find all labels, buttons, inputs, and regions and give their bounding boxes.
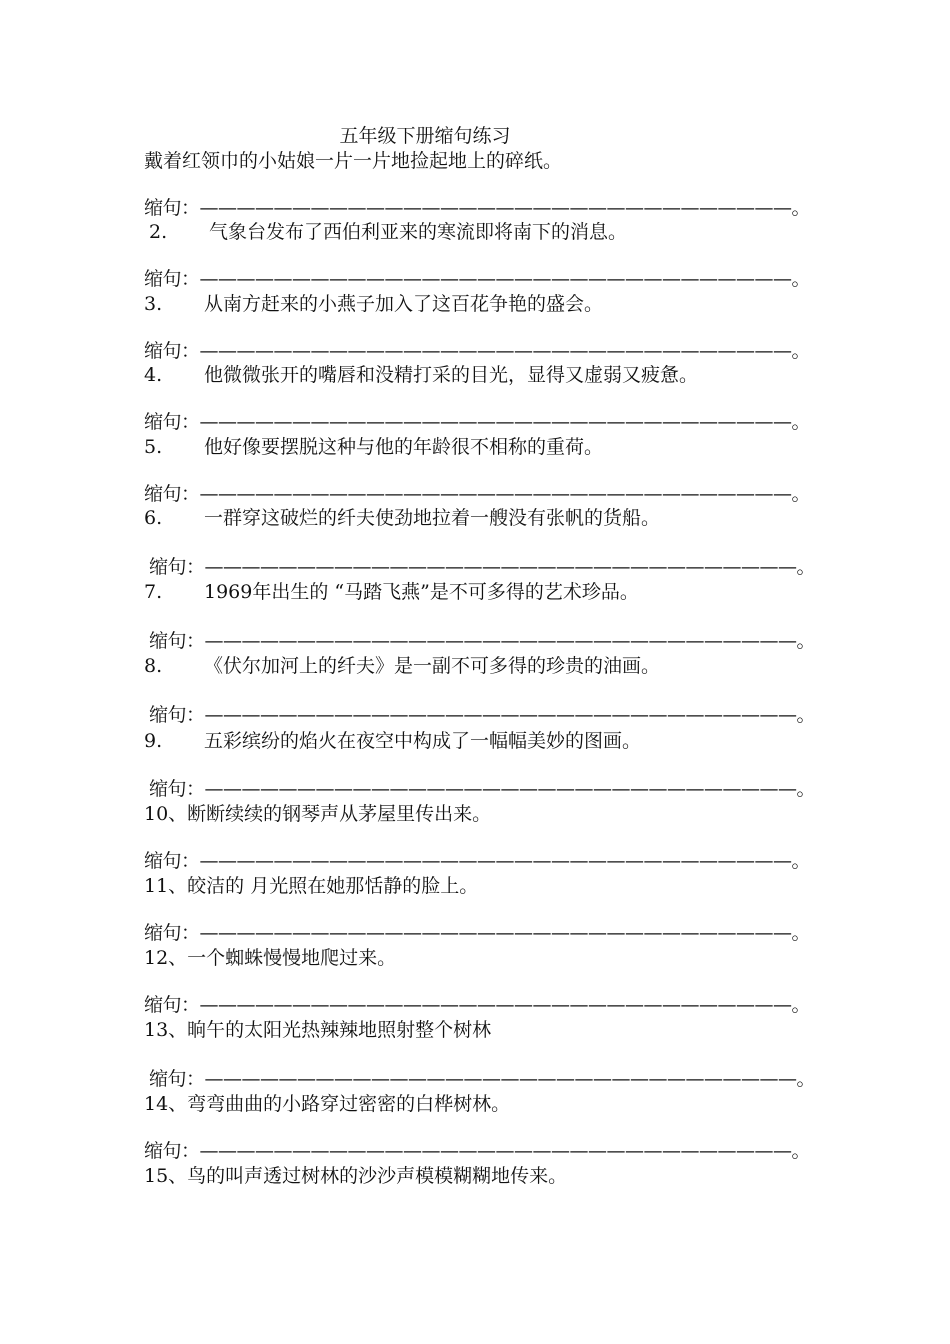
sentence-5 — [144, 435, 603, 459]
sentence-text: 从南方赶来的小燕子加入了这百花争艳的盛会。 — [204, 293, 604, 315]
sentence-number: 6. — [144, 507, 163, 529]
sentence-text: 他微微张开的嘴唇和没精打采的目光，显得又虚弱又疲惫。 — [204, 364, 699, 386]
answer-line-13: 缩句：————————————————————————————————。 — [149, 1068, 816, 1090]
sentence-text: 他好像要摆脱这种与他的年龄很不相称的重荷。 — [204, 436, 604, 458]
sentence-text: 《伏尔加河上的纤夫》是一副不可多得的珍贵的油画。 — [204, 655, 661, 677]
sentence-number: 2. — [149, 221, 168, 243]
sentence-text: 11、皎洁的 月光照在她那恬静的脸上。 — [144, 875, 479, 897]
sentence-text: 15、鸟的叫声透过树林的沙沙声模模糊糊地传来。 — [144, 1165, 568, 1187]
sentence-number: 8. — [144, 655, 163, 677]
answer-line-3: 缩句：————————————————————————————————。 — [144, 340, 811, 362]
sentence-1 — [144, 149, 562, 173]
sentence-9 — [144, 729, 641, 753]
sentence-text: 12、一个蜘蛛慢慢地爬过来。 — [144, 947, 397, 969]
sentence-text: 13、晌午的太阳光热辣辣地照射整个树林 — [144, 1019, 492, 1041]
sentence-number: 7. — [144, 581, 163, 603]
answer-line-12: 缩句：————————————————————————————————。 — [144, 994, 811, 1016]
sentence-text: 气象台发布了西伯利亚来的寒流即将南下的消息。 — [209, 221, 628, 243]
sentence-text: 14、弯弯曲曲的小路穿过密密的白桦树林。 — [144, 1093, 511, 1115]
sentence-3 — [144, 292, 603, 316]
answer-line-10: 缩句：————————————————————————————————。 — [144, 850, 811, 872]
answer-line-4: 缩句：————————————————————————————————。 — [144, 411, 811, 433]
sentence-number: 4. — [144, 364, 163, 386]
answer-line-11: 缩句：————————————————————————————————。 — [144, 922, 811, 944]
sentence-text: 一群穿这破烂的纤夫使劲地拉着一艘没有张帆的货船。 — [204, 507, 661, 529]
sentence-6 — [144, 506, 660, 530]
page-title: 五年级下册缩句练习 — [339, 125, 511, 147]
answer-line-9: 缩句：————————————————————————————————。 — [149, 778, 816, 800]
sentence-11 — [144, 874, 478, 898]
answer-line-5: 缩句：————————————————————————————————。 — [144, 483, 811, 505]
sentence-text: 戴着红领巾的小姑娘一片一片地捡起地上的碎纸。 — [144, 150, 563, 172]
answer-line-1: 缩句：————————————————————————————————。 — [144, 197, 811, 219]
sentence-12 — [144, 946, 396, 970]
answer-line-6: 缩句：————————————————————————————————。 — [149, 556, 816, 578]
sentence-10 — [144, 802, 491, 826]
sentence-text: 1969年出生的 “马踏飞燕”是不可多得的艺术珍品。 — [204, 581, 639, 603]
sentence-15 — [144, 1164, 567, 1188]
answer-line-14: 缩句：————————————————————————————————。 — [144, 1140, 811, 1162]
sentence-7 — [144, 580, 639, 604]
answer-line-2: 缩句：————————————————————————————————。 — [144, 268, 811, 290]
sentence-number: 3. — [144, 293, 163, 315]
sentence-text: 五彩缤纷的焰火在夜空中构成了一幅幅美妙的图画。 — [204, 730, 642, 752]
sentence-13 — [144, 1018, 491, 1042]
sentence-8 — [144, 654, 660, 678]
sentence-2 — [149, 220, 627, 244]
sentence-number: 5. — [144, 436, 163, 458]
sentence-number: 9. — [144, 730, 163, 752]
answer-line-8: 缩句：————————————————————————————————。 — [149, 704, 816, 726]
sentence-text: 10、断断续续的钢琴声从茅屋里传出来。 — [144, 803, 492, 825]
sentence-4 — [144, 363, 698, 387]
answer-line-7: 缩句：————————————————————————————————。 — [149, 630, 816, 652]
sentence-14 — [144, 1092, 510, 1116]
